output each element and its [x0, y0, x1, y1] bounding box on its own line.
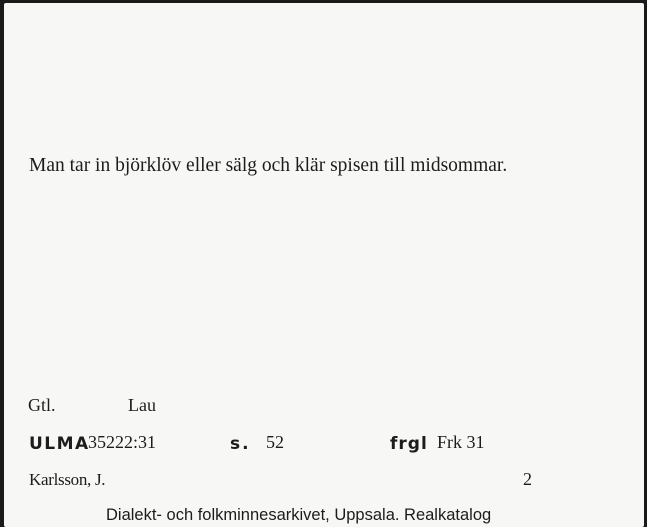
page-number: 52 — [266, 432, 284, 452]
recorder-name: Karlsson, J. — [29, 470, 106, 489]
archive-label: ULMA — [29, 434, 90, 454]
parish-value: Lau — [128, 395, 156, 415]
page-label: s. — [230, 434, 251, 454]
card-footer: Dialekt- och folkminnesarkivet, Uppsala. Realkatalog — [106, 506, 492, 524]
parish-label: Gtl. — [28, 395, 56, 415]
questionnaire-reference: Frk 31 — [437, 432, 485, 452]
card-number: 2 — [523, 469, 532, 489]
card-body-text: Man tar in björklöv eller sälg och klär spisen till midsommar. — [29, 155, 508, 176]
archive-card — [4, 3, 644, 527]
questionnaire-label: frgl — [390, 434, 428, 454]
archive-reference: 35222:31 — [88, 432, 157, 452]
